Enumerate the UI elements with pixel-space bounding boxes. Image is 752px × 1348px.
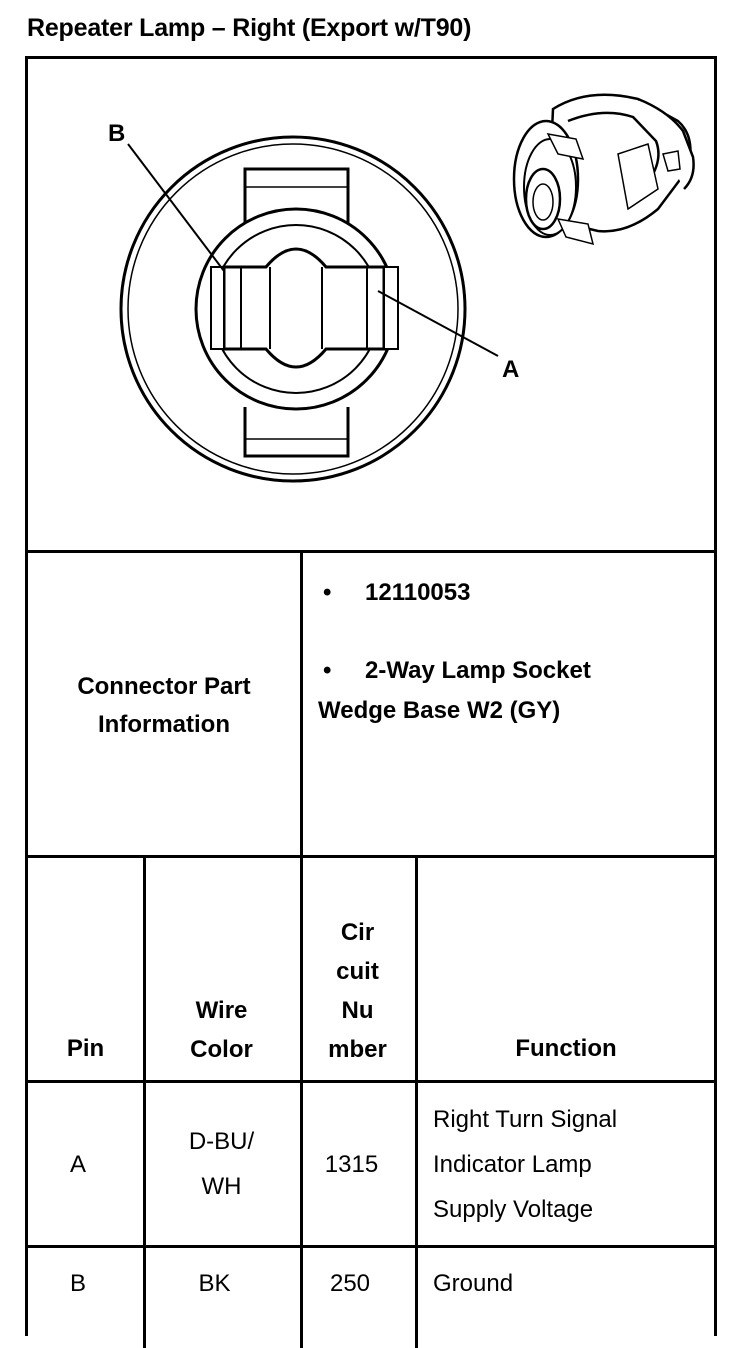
row-a-function [433,1097,713,1232]
header-line: Cir [340,919,375,946]
wire-color-line: WH [201,1173,242,1200]
description-line: 2-Way Lamp Socket [365,657,591,684]
function-line: Indicator Lamp [433,1151,592,1178]
lamp-socket-perspective-view [514,95,694,244]
divider [415,858,418,1348]
part-number-item [318,573,714,613]
header-line: Wire [195,997,248,1024]
connector-illustration [28,59,714,553]
divider [300,553,303,858]
divider [28,1080,714,1083]
function-line: Supply Voltage [433,1196,594,1223]
connector-info-details [318,573,714,731]
wire-color-line: D-BU/ [188,1128,255,1155]
page-title: Repeater Lamp – Right (Export w/T90) [27,14,472,42]
header-pin: Pin [66,1035,105,1062]
pin-a-callout-label: A [502,356,520,383]
connector-info-label-line: Connector Part [77,672,251,700]
connector-info-label-line: Information [98,710,230,738]
pin-b-callout-label: B [108,120,126,147]
header-function: Function [515,1035,617,1062]
row-a-wire-color [143,1119,300,1209]
header-line: Nu [341,997,374,1024]
divider [28,855,714,858]
row-b-wire-color: BK [198,1270,231,1297]
part-number: 12110053 [365,579,471,606]
header-line: mber [328,1036,387,1063]
connector-info-label [28,553,300,858]
row-a-circuit: 1315 [324,1151,379,1178]
connector-face-view [121,137,465,481]
connector-sheet [25,56,717,1336]
divider [28,1245,714,1248]
header-line: Color [190,1036,253,1063]
bullet: • [323,579,332,606]
connector-figure [28,59,714,553]
header-circuit-number [300,913,415,1069]
description-line: Wedge Base W2 (GY) [318,697,561,724]
row-b-circuit: 250 [329,1270,371,1297]
header-wire-color [143,991,300,1069]
function-line: Right Turn Signal [433,1106,618,1133]
row-b-pin: B [69,1270,86,1297]
description-item [318,651,714,691]
header-line: cuit [336,958,379,985]
row-a-pin: A [69,1151,86,1178]
bullet: • [323,657,332,684]
row-b-function: Ground [433,1270,514,1297]
